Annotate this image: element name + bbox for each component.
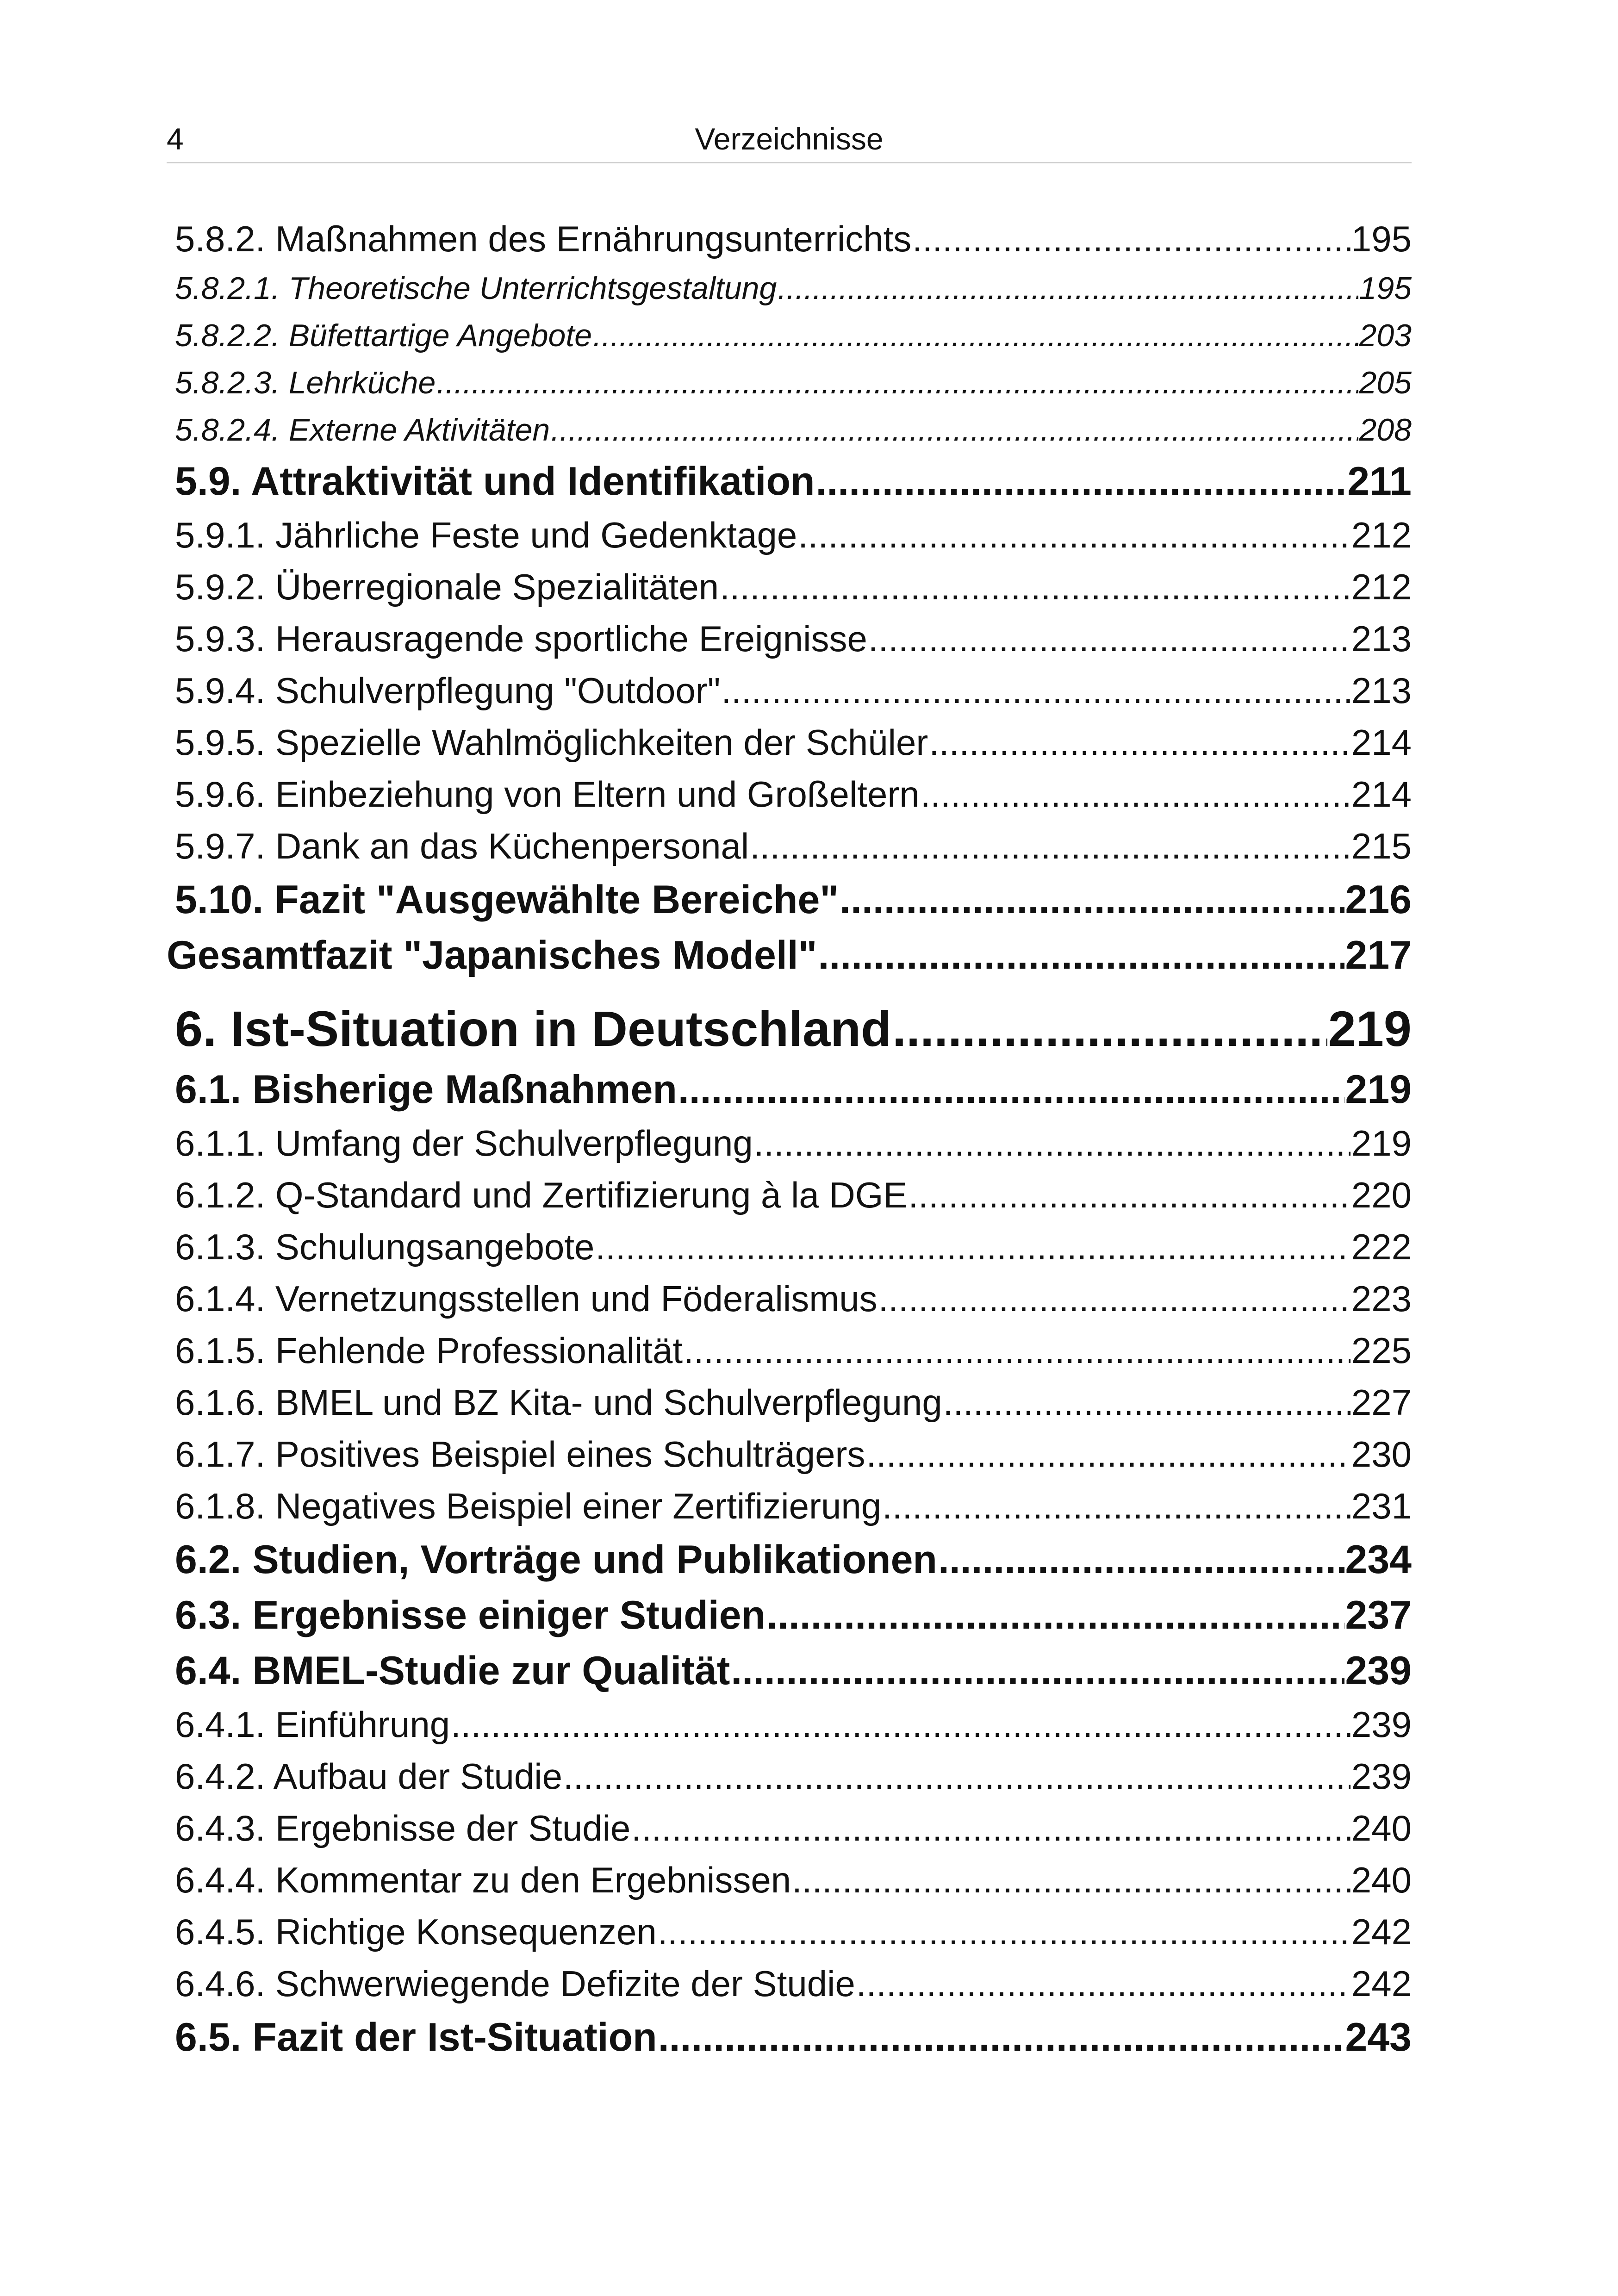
- toc-entry: [175, 1699, 1412, 1750]
- toc-entry-title: 5.8.2. Maßnahmen des Ernährungsunterrichts: [175, 213, 912, 265]
- dot-leader: [938, 1532, 1344, 1587]
- table-of-contents: [167, 213, 1412, 2065]
- toc-entry-title: 5.9.5. Spezielle Wahlmöglichkeiten der Schüler: [175, 716, 929, 768]
- dot-leader: [816, 454, 1347, 509]
- toc-entry-page-number: 219: [1327, 996, 1412, 1062]
- running-head-title: Verzeichnisse: [695, 122, 884, 156]
- toc-entry-page-number: 230: [1350, 1428, 1412, 1480]
- toc-entry: [175, 665, 1412, 716]
- dot-leader: [892, 996, 1327, 1062]
- toc-entry-title: 5.8.2.4. Externe Aktivitäten: [175, 406, 551, 454]
- dot-leader: [678, 1062, 1344, 1117]
- toc-entry: [175, 1117, 1412, 1169]
- toc-entry: [175, 996, 1412, 1062]
- toc-entry: [167, 927, 1412, 983]
- toc-entry-page-number: 219: [1344, 1062, 1412, 1117]
- toc-entry-title: 6.4.3. Ergebnisse der Studie: [175, 1802, 631, 1854]
- toc-entry-title: 6.4.2. Aufbau der Studie: [175, 1750, 563, 1802]
- toc-entry-page-number: 212: [1350, 561, 1412, 613]
- toc-entry-title: 6.1.2. Q-Standard und Zertifizierung à la DGE: [175, 1169, 908, 1221]
- toc-entry-page-number: 242: [1350, 1906, 1412, 1958]
- dot-leader: [750, 820, 1350, 872]
- toc-entry-page-number: 215: [1350, 820, 1412, 872]
- dot-leader: [929, 716, 1350, 768]
- toc-entry: [175, 1169, 1412, 1221]
- toc-entry-page-number: 225: [1350, 1325, 1412, 1376]
- toc-entry-title: 5.10. Fazit "Ausgewählte Bereiche": [175, 872, 840, 927]
- toc-entry-title: 6.4.4. Kommentar zu den Ergebnissen: [175, 1854, 792, 1906]
- dot-leader: [684, 1325, 1350, 1376]
- page-header: [167, 111, 1412, 163]
- dot-leader: [912, 213, 1350, 265]
- dot-leader: [778, 265, 1358, 312]
- toc-entry: [175, 1958, 1412, 2010]
- dot-leader: [721, 665, 1350, 716]
- toc-entry: [175, 454, 1412, 509]
- dot-leader: [943, 1376, 1350, 1428]
- toc-entry-title: Gesamtfazit "Japanisches Modell": [167, 927, 818, 983]
- toc-entry: [175, 1906, 1412, 1958]
- toc-entry: [175, 768, 1412, 820]
- toc-entry: [175, 265, 1412, 312]
- toc-entry-page-number: 239: [1350, 1750, 1412, 1802]
- toc-entry-title: 5.9.4. Schulverpflegung "Outdoor": [175, 665, 721, 716]
- toc-entry-title: 6.1.7. Positives Beispiel eines Schulträgers: [175, 1428, 866, 1480]
- dot-leader: [451, 1699, 1350, 1750]
- toc-entry: [175, 716, 1412, 768]
- dot-leader: [882, 1480, 1350, 1532]
- toc-entry: [175, 1273, 1412, 1325]
- dot-leader: [563, 1750, 1350, 1802]
- toc-entry-page-number: 203: [1358, 312, 1412, 359]
- toc-entry-title: 6.2. Studien, Vorträge und Publikationen: [175, 1532, 938, 1587]
- dot-leader: [766, 1587, 1344, 1643]
- toc-entry: [175, 1062, 1412, 1117]
- toc-entry-title: 5.9.2. Überregionale Spezialitäten: [175, 561, 720, 613]
- dot-leader: [878, 1273, 1350, 1325]
- toc-entry-page-number: 223: [1350, 1273, 1412, 1325]
- toc-entry: [175, 1643, 1412, 1699]
- dot-leader: [856, 1958, 1350, 2010]
- toc-entry-title: 5.8.2.3. Lehrküche: [175, 359, 436, 406]
- toc-entry-title: 6.1.1. Umfang der Schulverpflegung: [175, 1117, 754, 1169]
- toc-entry: [175, 1854, 1412, 1906]
- toc-entry: [175, 213, 1412, 265]
- toc-entry-page-number: 242: [1350, 1958, 1412, 2010]
- toc-entry-page-number: 220: [1350, 1169, 1412, 1221]
- toc-entry-title: 5.8.2.2. Büfettartige Angebote: [175, 312, 593, 359]
- toc-entry-page-number: 240: [1350, 1802, 1412, 1854]
- toc-entry: [175, 509, 1412, 561]
- toc-entry-title: 6.1.5. Fehlende Professionalität: [175, 1325, 684, 1376]
- toc-entry-page-number: 239: [1350, 1699, 1412, 1750]
- toc-entry-title: 6.4.1. Einführung: [175, 1699, 451, 1750]
- dot-leader: [720, 561, 1350, 613]
- toc-entry-title: 5.9.1. Jährliche Feste und Gedenktage: [175, 509, 798, 561]
- dot-leader: [551, 406, 1358, 454]
- dot-leader: [818, 927, 1344, 983]
- toc-entry-title: 5.9.3. Herausragende sportliche Ereignisse: [175, 613, 868, 665]
- toc-entry: [175, 1587, 1412, 1643]
- toc-entry-page-number: 219: [1350, 1117, 1412, 1169]
- toc-entry-page-number: 222: [1350, 1221, 1412, 1273]
- toc-entry-title: 6.1.3. Schulungsangebote: [175, 1221, 595, 1273]
- toc-entry-page-number: 217: [1344, 927, 1412, 983]
- dot-leader: [840, 872, 1344, 927]
- toc-entry: [175, 1480, 1412, 1532]
- dot-leader: [731, 1643, 1344, 1699]
- toc-entry-page-number: 195: [1350, 213, 1412, 265]
- toc-entry-page-number: 239: [1344, 1643, 1412, 1699]
- dot-leader: [631, 1802, 1350, 1854]
- toc-entry-page-number: 214: [1350, 768, 1412, 820]
- dot-leader: [792, 1854, 1350, 1906]
- toc-entry-page-number: 213: [1350, 665, 1412, 716]
- toc-entry-page-number: 216: [1344, 872, 1412, 927]
- toc-entry: [175, 613, 1412, 665]
- toc-entry-title: 6.4. BMEL-Studie zur Qualität: [175, 1643, 731, 1699]
- toc-entry-title: 6.4.5. Richtige Konsequenzen: [175, 1906, 658, 1958]
- toc-entry-title: 6.1. Bisherige Maßnahmen: [175, 1062, 678, 1117]
- toc-entry: [175, 1750, 1412, 1802]
- toc-entry-page-number: 205: [1358, 359, 1412, 406]
- dot-leader: [658, 1906, 1350, 1958]
- toc-entry-title: 6.1.4. Vernetzungsstellen und Föderalismus: [175, 1273, 878, 1325]
- toc-entry: [175, 406, 1412, 454]
- toc-entry-page-number: 195: [1358, 265, 1412, 312]
- toc-entry: [175, 1376, 1412, 1428]
- toc-entry-page-number: 237: [1344, 1587, 1412, 1643]
- toc-entry: [175, 872, 1412, 927]
- toc-entry-title: 6.1.6. BMEL und BZ Kita- und Schulverpflegung: [175, 1376, 943, 1428]
- toc-entry-page-number: 231: [1350, 1480, 1412, 1532]
- toc-entry-page-number: 213: [1350, 613, 1412, 665]
- dot-leader: [921, 768, 1350, 820]
- dot-leader: [436, 359, 1358, 406]
- toc-entry-title: 5.9.7. Dank an das Küchenpersonal: [175, 820, 750, 872]
- toc-entry: [175, 1532, 1412, 1587]
- toc-entry-page-number: 208: [1358, 406, 1412, 454]
- toc-entry: [175, 1325, 1412, 1376]
- toc-entry-title: 5.9.6. Einbeziehung von Eltern und Großeltern: [175, 768, 921, 820]
- toc-entry-page-number: 243: [1344, 2010, 1412, 2065]
- dot-leader: [593, 312, 1358, 359]
- toc-entry-title: 6. Ist-Situation in Deutschland: [175, 996, 892, 1062]
- dot-leader: [868, 613, 1350, 665]
- toc-entry-title: 6.3. Ergebnisse einiger Studien: [175, 1587, 766, 1643]
- toc-entry-title: 6.5. Fazit der Ist-Situation: [175, 2010, 658, 2065]
- dot-leader: [866, 1428, 1350, 1480]
- toc-entry-title: 6.4.6. Schwerwiegende Defizite der Studie: [175, 1958, 856, 2010]
- dot-leader: [798, 509, 1350, 561]
- toc-entry-page-number: 214: [1350, 716, 1412, 768]
- toc-entry-title: 6.1.8. Negatives Beispiel einer Zertifizierung: [175, 1480, 882, 1532]
- toc-entry: [175, 312, 1412, 359]
- toc-entry: [175, 1428, 1412, 1480]
- toc-entry: [175, 820, 1412, 872]
- toc-entry: [175, 561, 1412, 613]
- toc-entry-title: 5.9. Attraktivität und Identifikation: [175, 454, 816, 509]
- dot-leader: [595, 1221, 1350, 1273]
- toc-entry: [175, 2010, 1412, 2065]
- toc-entry: [175, 359, 1412, 406]
- dot-leader: [754, 1117, 1350, 1169]
- toc-entry-title: 5.8.2.1. Theoretische Unterrichtsgestaltung: [175, 265, 778, 312]
- page-number: 4: [167, 122, 184, 156]
- toc-entry-page-number: 212: [1350, 509, 1412, 561]
- toc-entry-page-number: 227: [1350, 1376, 1412, 1428]
- toc-entry-page-number: 234: [1344, 1532, 1412, 1587]
- toc-entry-page-number: 211: [1346, 454, 1412, 509]
- dot-leader: [658, 2010, 1344, 2065]
- toc-entry-page-number: 240: [1350, 1854, 1412, 1906]
- toc-entry: [175, 1802, 1412, 1854]
- dot-leader: [908, 1169, 1350, 1221]
- toc-entry: [175, 1221, 1412, 1273]
